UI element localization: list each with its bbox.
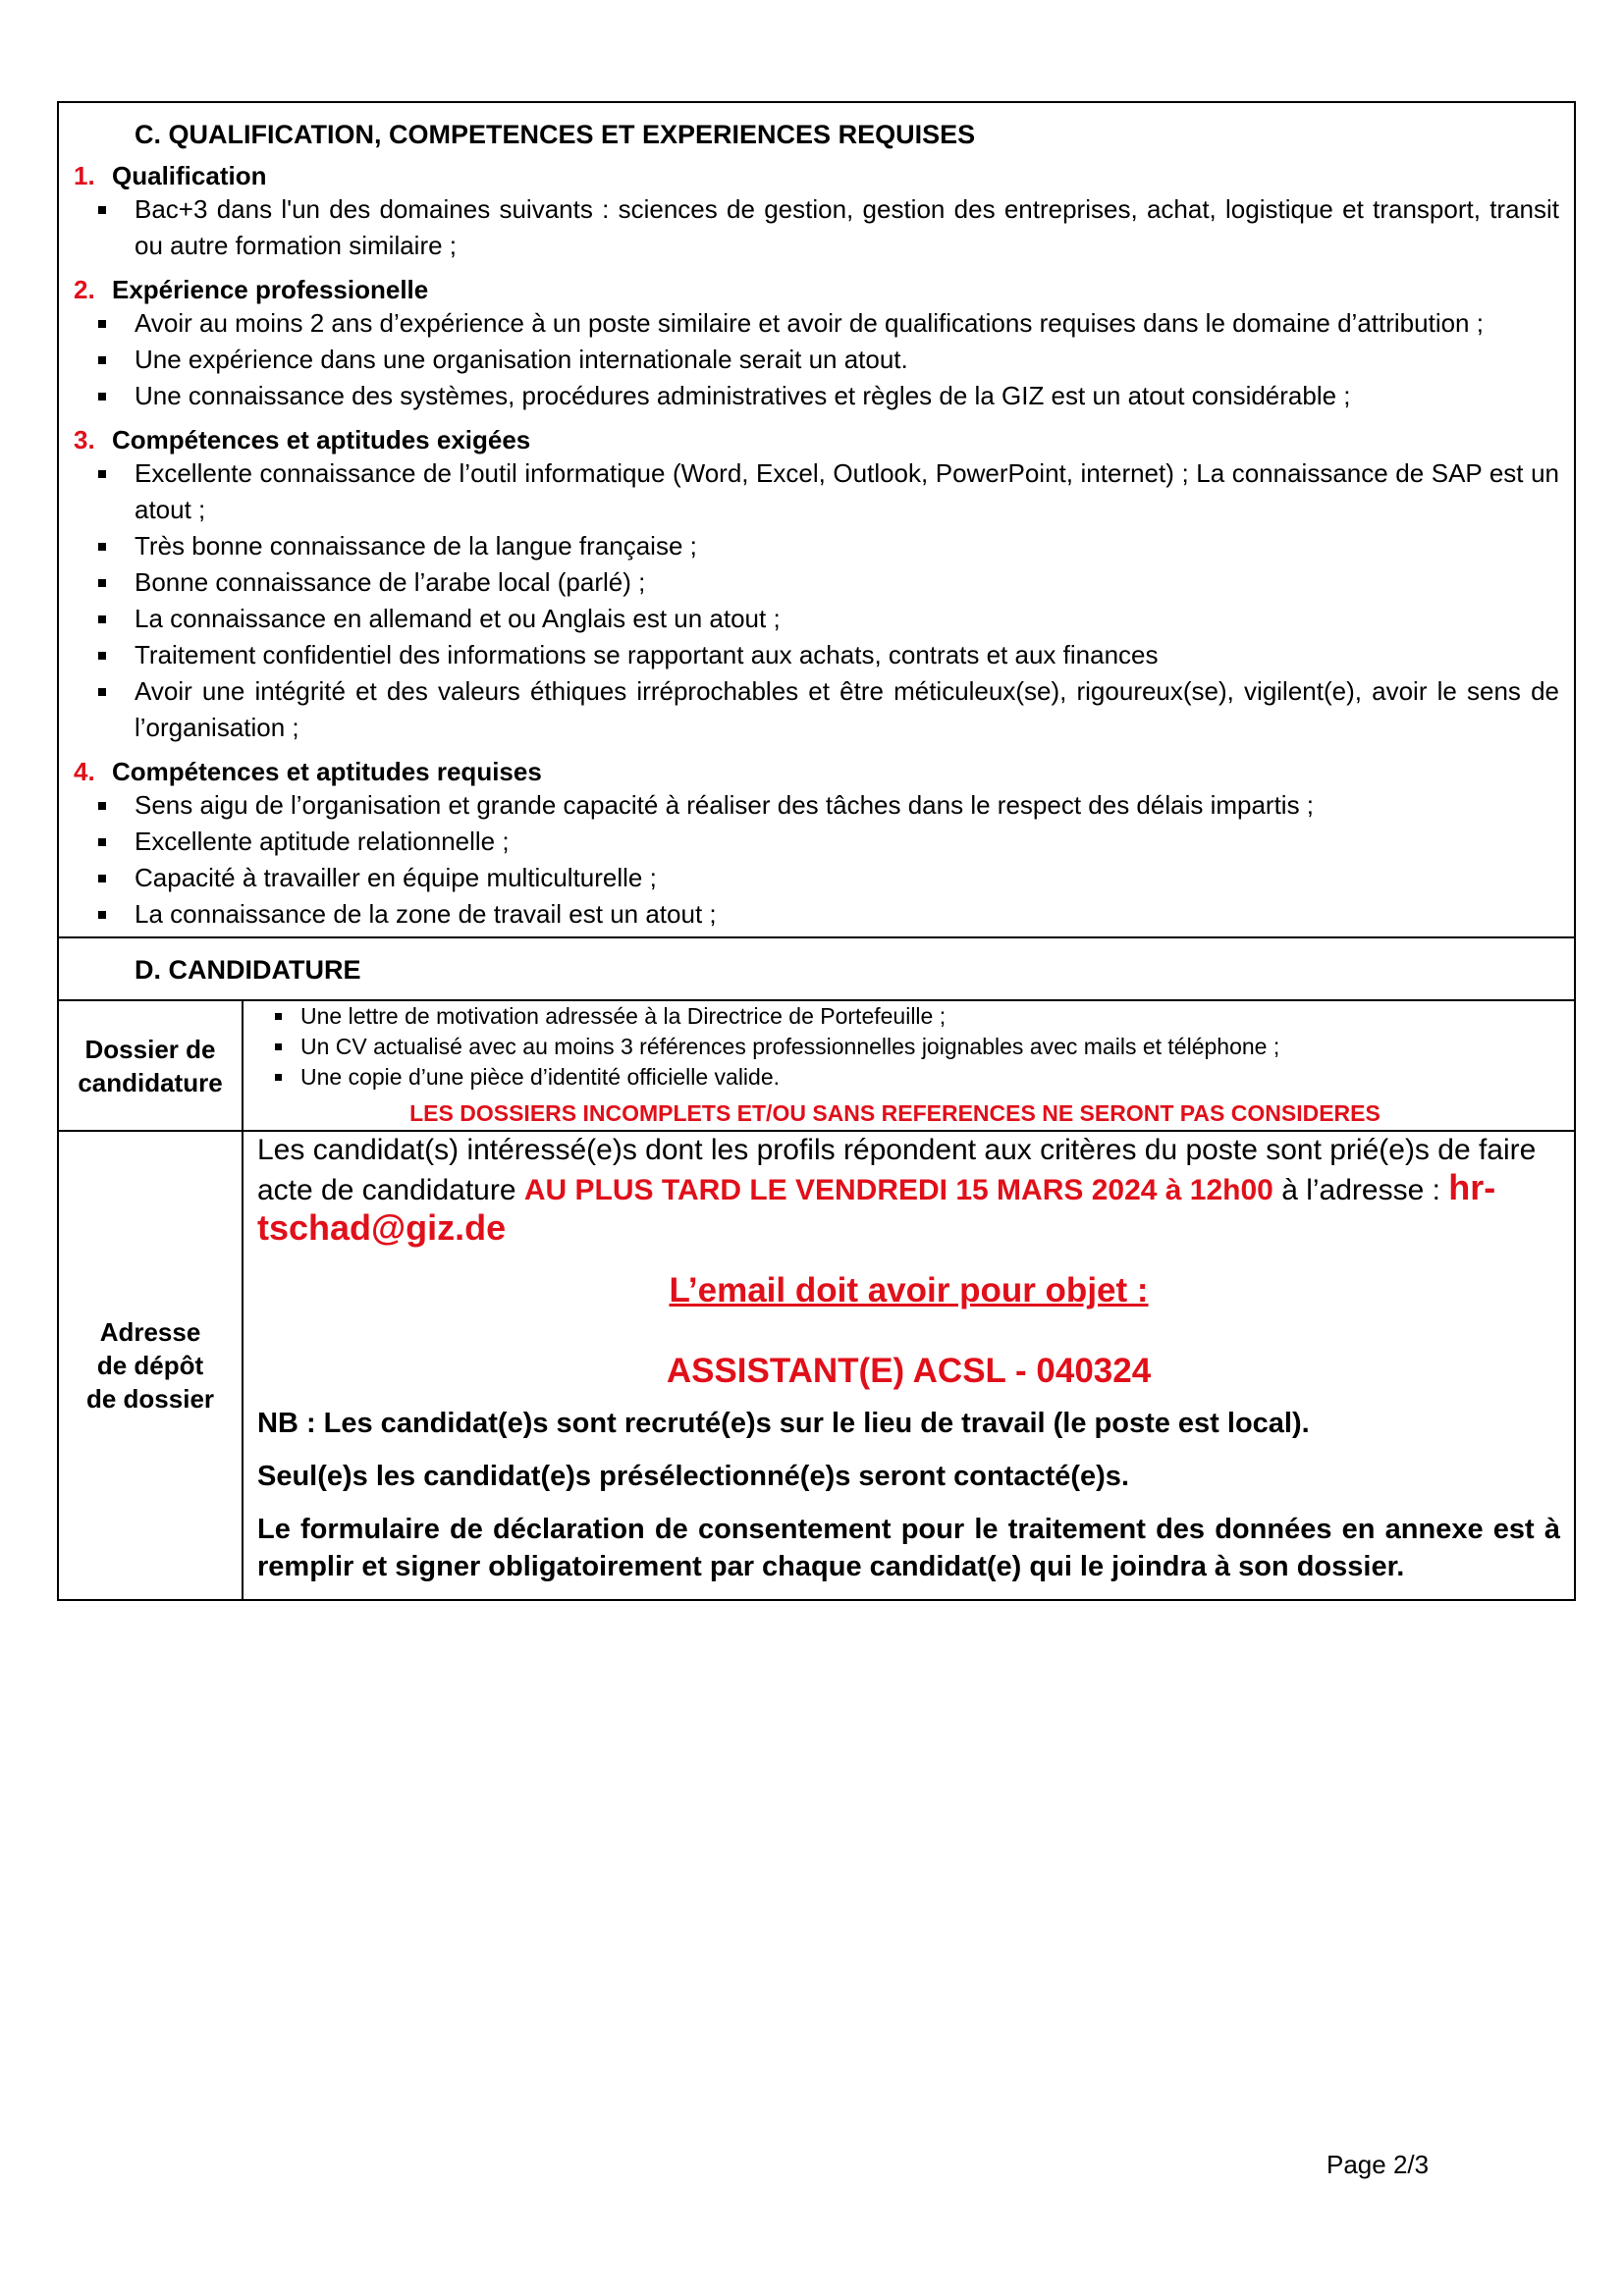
list-item: Bonne connaissance de l’arabe local (parlé) ; <box>74 564 1559 601</box>
note-local-post: NB : Les candidat(e)s sont recruté(e)s sur le lieu de travail (le poste est local). <box>257 1408 1310 1439</box>
dossier-content <box>244 1001 1574 1130</box>
adresse-label-line1: Adresse <box>99 1317 201 1347</box>
incomplete-warning: LES DOSSIERS INCOMPLETS ET/OU SANS REFERENCES NE SERONT PAS CONSIDERES <box>409 1100 1380 1126</box>
list-item: Une lettre de motivation adressée à la Directrice de Portefeuille ; <box>255 1001 1535 1032</box>
application-deadline: AU PLUS TARD LE VENDREDI 15 MARS 2024 à 12h00 <box>523 1174 1273 1206</box>
list-item: Bac+3 dans l'un des domaines suivants : sciences de gestion, gestion des entreprises, achat, logistique et transport, transit ou autre formation similaire ; <box>74 191 1559 264</box>
document-frame <box>57 101 1576 1601</box>
subsection-number: 2. <box>74 275 95 304</box>
application-intro: Les candidat(s) intéressé(e)s dont les profils répondent aux critères du poste sont prié(e)s de faire acte de candidature <box>257 1134 1537 1206</box>
section-d-title: D. CANDIDATURE <box>135 955 361 985</box>
subsection-experience <box>74 274 1559 414</box>
list-item: Excellente connaissance de l’outil informatique (Word, Excel, Outlook, PowerPoint, internet) ; La connaissance de SAP est un atout ; <box>74 455 1559 528</box>
list-item: Excellente aptitude relationnelle ; <box>74 824 1559 860</box>
dossier-label <box>59 1001 244 1130</box>
subsection-number: 3. <box>74 425 95 454</box>
list-item: Un CV actualisé avec au moins 3 références professionnelles joignables avec mails et téléphone ; <box>255 1032 1535 1062</box>
email-subject-value: ASSISTANT(E) ACSL - 040324 <box>666 1352 1152 1390</box>
application-email: hr-tschad@giz.de <box>257 1167 1496 1248</box>
section-c-title: C. QUALIFICATION, COMPETENCES ET EXPERIENCES REQUISES <box>135 120 976 149</box>
list-item: La connaissance de la zone de travail est un atout ; <box>74 896 1559 933</box>
list-item: Très bonne connaissance de la langue française ; <box>74 528 1559 564</box>
subsection-number: 1. <box>74 161 95 190</box>
address-prefix: à l’adresse : <box>1272 1174 1449 1206</box>
subsection-title: Compétences et aptitudes requises <box>112 757 542 786</box>
list-item: Capacité à travailler en équipe multiculturelle ; <box>74 860 1559 896</box>
page-number: Page 2/3 <box>1326 2150 1430 2179</box>
subsection-heading <box>74 424 1559 455</box>
list-item: La connaissance en allemand et ou Anglais est un atout ; <box>74 601 1559 637</box>
adresse-label <box>59 1132 244 1599</box>
note-shortlist: Seul(e)s les candidat(e)s présélectionné(e)s seront contacté(e)s. <box>257 1461 1129 1492</box>
list-item: Traitement confidentiel des informations se rapportant aux achats, contrats et aux finances <box>74 637 1559 673</box>
adresse-row <box>59 1132 1574 1599</box>
section-c <box>59 103 1574 938</box>
dossier-label-line2: candidature <box>78 1067 223 1097</box>
adresse-content <box>244 1132 1574 1599</box>
adresse-label-line2: de dépôt <box>96 1351 204 1380</box>
section-d-header <box>59 938 1574 1001</box>
subsection-number: 4. <box>74 757 95 786</box>
note-consent-form: Le formulaire de déclaration de consentement pour le traitement des données en annexe est à remplir et signer obligatoirement par chaque candidat(e) qui le joindra à son dossier. <box>257 1514 1560 1582</box>
subsection-title: Expérience professionelle <box>112 275 429 304</box>
list-item: Avoir une intégrité et des valeurs éthiques irréprochables et être méticuleux(se), rigoureux(se), vigilent(e), avoir le sens de l’organisation ; <box>74 673 1559 746</box>
dossier-row <box>59 1001 1574 1132</box>
email-subject-label: L’email doit avoir pour objet : <box>669 1271 1149 1309</box>
subsection-competences-requises <box>74 756 1559 933</box>
list-item: Une expérience dans une organisation internationale serait un atout. <box>74 342 1559 378</box>
list-item: Avoir au moins 2 ans d’expérience à un poste similaire et avoir de qualifications requises dans le domaine d’attribution ; <box>74 305 1559 342</box>
subsection-qualification <box>74 160 1559 264</box>
subsection-title: Compétences et aptitudes exigées <box>112 425 531 454</box>
list-item: Sens aigu de l’organisation et grande capacité à réaliser des tâches dans le respect des délais impartis ; <box>74 787 1559 824</box>
subsection-heading <box>74 160 1559 191</box>
list-item: Une connaissance des systèmes, procédures administratives et règles de la GIZ est un atout considérable ; <box>74 378 1559 414</box>
subsection-heading <box>74 274 1559 305</box>
subsection-heading <box>74 756 1559 787</box>
dossier-label-line1: Dossier de <box>84 1034 216 1064</box>
adresse-label-line3: de dossier <box>85 1384 215 1414</box>
list-item: Une copie d’une pièce d’identité officielle valide. <box>255 1062 1535 1093</box>
subsection-title: Qualification <box>112 161 267 190</box>
subsection-competences-exigees <box>74 424 1559 746</box>
application-instructions <box>257 1132 1560 1250</box>
